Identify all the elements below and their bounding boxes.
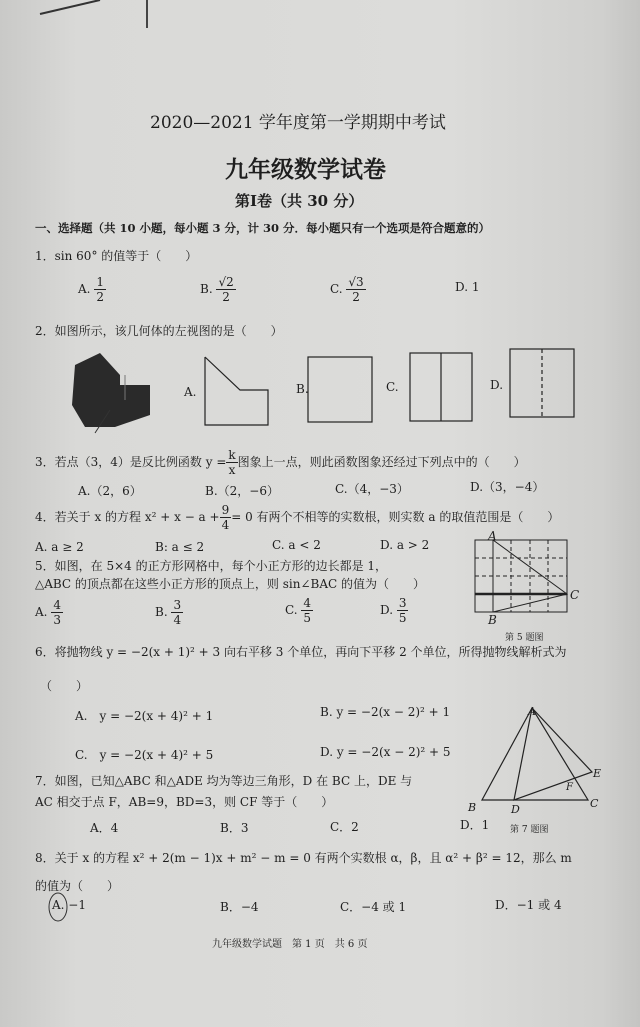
q1-option-a: A. $\frac{1}{2}$ <box>78 275 104 304</box>
solid-figure <box>72 353 150 433</box>
binding-marks <box>0 0 160 30</box>
answer-circle-mark <box>44 890 84 930</box>
q7-option-c: C．2 <box>330 820 359 834</box>
q5-label-c: C <box>570 588 580 602</box>
q5-figure-caption: 第 5 题图 <box>505 633 544 643</box>
q7-label-b: B <box>468 801 477 814</box>
q3-option-c: C.（4，−3） <box>335 482 409 496</box>
paper-title: 九年级数学试卷 <box>225 156 386 183</box>
q4-option-c: C. a < 2 <box>272 538 321 552</box>
q7-option-a: A．4 <box>90 821 119 835</box>
q8-option-d: D．−1 或 4 <box>495 898 562 912</box>
q7-option-d: D．1 <box>460 818 490 832</box>
q2-option-d: D. <box>490 378 504 392</box>
q4-option-b: B: a ≤ 2 <box>155 540 205 554</box>
q2-option-a: A. <box>184 385 197 399</box>
q6-option-c: C. y = −2(x + 4)² + 5 <box>75 748 214 762</box>
q7-option-b: B．3 <box>220 821 249 835</box>
q7-label-a: A <box>528 705 536 718</box>
q6-option-a: A. y = −2(x + 4)² + 1 <box>75 709 214 723</box>
q1-option-c: C. $\frac{√3}{2}$ <box>330 275 364 304</box>
q6-option-b: B. y = −2(x − 2)² + 1 <box>320 705 451 719</box>
q6-option-d: D. y = −2(x − 2)² + 5 <box>320 745 451 759</box>
section-heading: 一、选择题（共 10 小题，每小题 3 分，计 30 分．每小题只有一个选项是符合题意的） <box>35 221 491 235</box>
volume-heading: 第I卷（共 30 分） <box>235 192 364 210</box>
page-footer: 九年级数学试题 第 1 页 共 6 页 <box>212 939 368 950</box>
q3-option-d: D.（3，−4） <box>470 480 545 494</box>
q3-option-a: A.（2，6） <box>78 484 142 498</box>
question-7-line1: 7．如图，已知△ABC 和△ADE 均为等边三角形，D 在 BC 上，DE 与 <box>35 774 413 788</box>
exam-title: 2020—2021 学年度第一学期期中考试 <box>150 113 446 133</box>
q2-option-c: C. <box>386 380 399 394</box>
q3-option-b: B.（2，−6） <box>205 484 279 498</box>
q4-option-a: A. a ≥ 2 <box>35 540 84 554</box>
q1-option-d: D. 1 <box>455 280 480 294</box>
question-5-line1: 5．如图，在 5×4 的正方形网格中，每个小正方形的边长都是 1， <box>35 559 388 573</box>
q4-option-d: D. a > 2 <box>380 538 430 552</box>
q5-label-a: A <box>488 529 497 543</box>
q7-label-e: E <box>593 767 602 780</box>
question-5-line2: △ABC 的顶点都在这些小正方形的顶点上，则 sin∠BAC 的值为（ ） <box>35 577 426 591</box>
q2-option-b: B. <box>296 382 309 396</box>
q7-figure-caption: 第 7 题图 <box>510 825 549 835</box>
question-8-line2: 的值为（ ） <box>35 879 120 893</box>
question-4: 4．若关于 x 的方程 x² + x − a + $\frac{9}{4}$ = 0 有两个不相等的实数根，则实数 a 的取值范围是（ ） <box>35 503 560 532</box>
question-2: 2．如图所示，该几何体的左视图的是（ ） <box>35 324 283 338</box>
q5-label-b: B <box>488 613 497 627</box>
q7-label-f: F <box>566 782 573 793</box>
q5-option-a: A. $\frac{4}{3}$ <box>35 598 61 627</box>
question-3: 3．若点（3，4）是反比例函数 y = $\frac{k}{x}$ 图象上一点，则此函数图象还经过下列点中的（ ） <box>35 448 526 477</box>
question-7-line2: AC 相交于点 F，AB=9，BD=3，则 CF 等于（ ） <box>35 795 334 809</box>
question-1: 1．sin 60° 的值等于（ ） <box>35 249 198 263</box>
q7-label-c: C <box>590 797 599 810</box>
q5-option-c: C. $\frac{4}{5}$ <box>285 596 312 625</box>
q8-option-a: A. −1 <box>52 898 86 912</box>
question-6-line1: 6．将抛物线 y = −2(x + 1)² + 3 向右平移 3 个单位，再向下平移 2 个单位，所得抛物线解析式为 <box>35 645 567 659</box>
q8-option-b: B．−4 <box>220 900 259 914</box>
question-6-line2: （ ） <box>40 679 89 693</box>
q5-option-b: B. $\frac{3}{4}$ <box>155 598 182 627</box>
q1-option-b: B. $\frac{√2}{2}$ <box>200 275 234 304</box>
q7-label-d: D <box>511 803 520 816</box>
q8-option-c: C．−4 或 1 <box>340 900 407 914</box>
q5-grid-figure <box>470 535 580 620</box>
question-8-line1: 8．关于 x 的方程 x² + 2(m − 1)x + m² − m = 0 有两个实数根 α，β，且 α² + β² = 12，那么 m <box>35 851 572 865</box>
q5-option-d: D. $\frac{3}{5}$ <box>380 596 407 625</box>
